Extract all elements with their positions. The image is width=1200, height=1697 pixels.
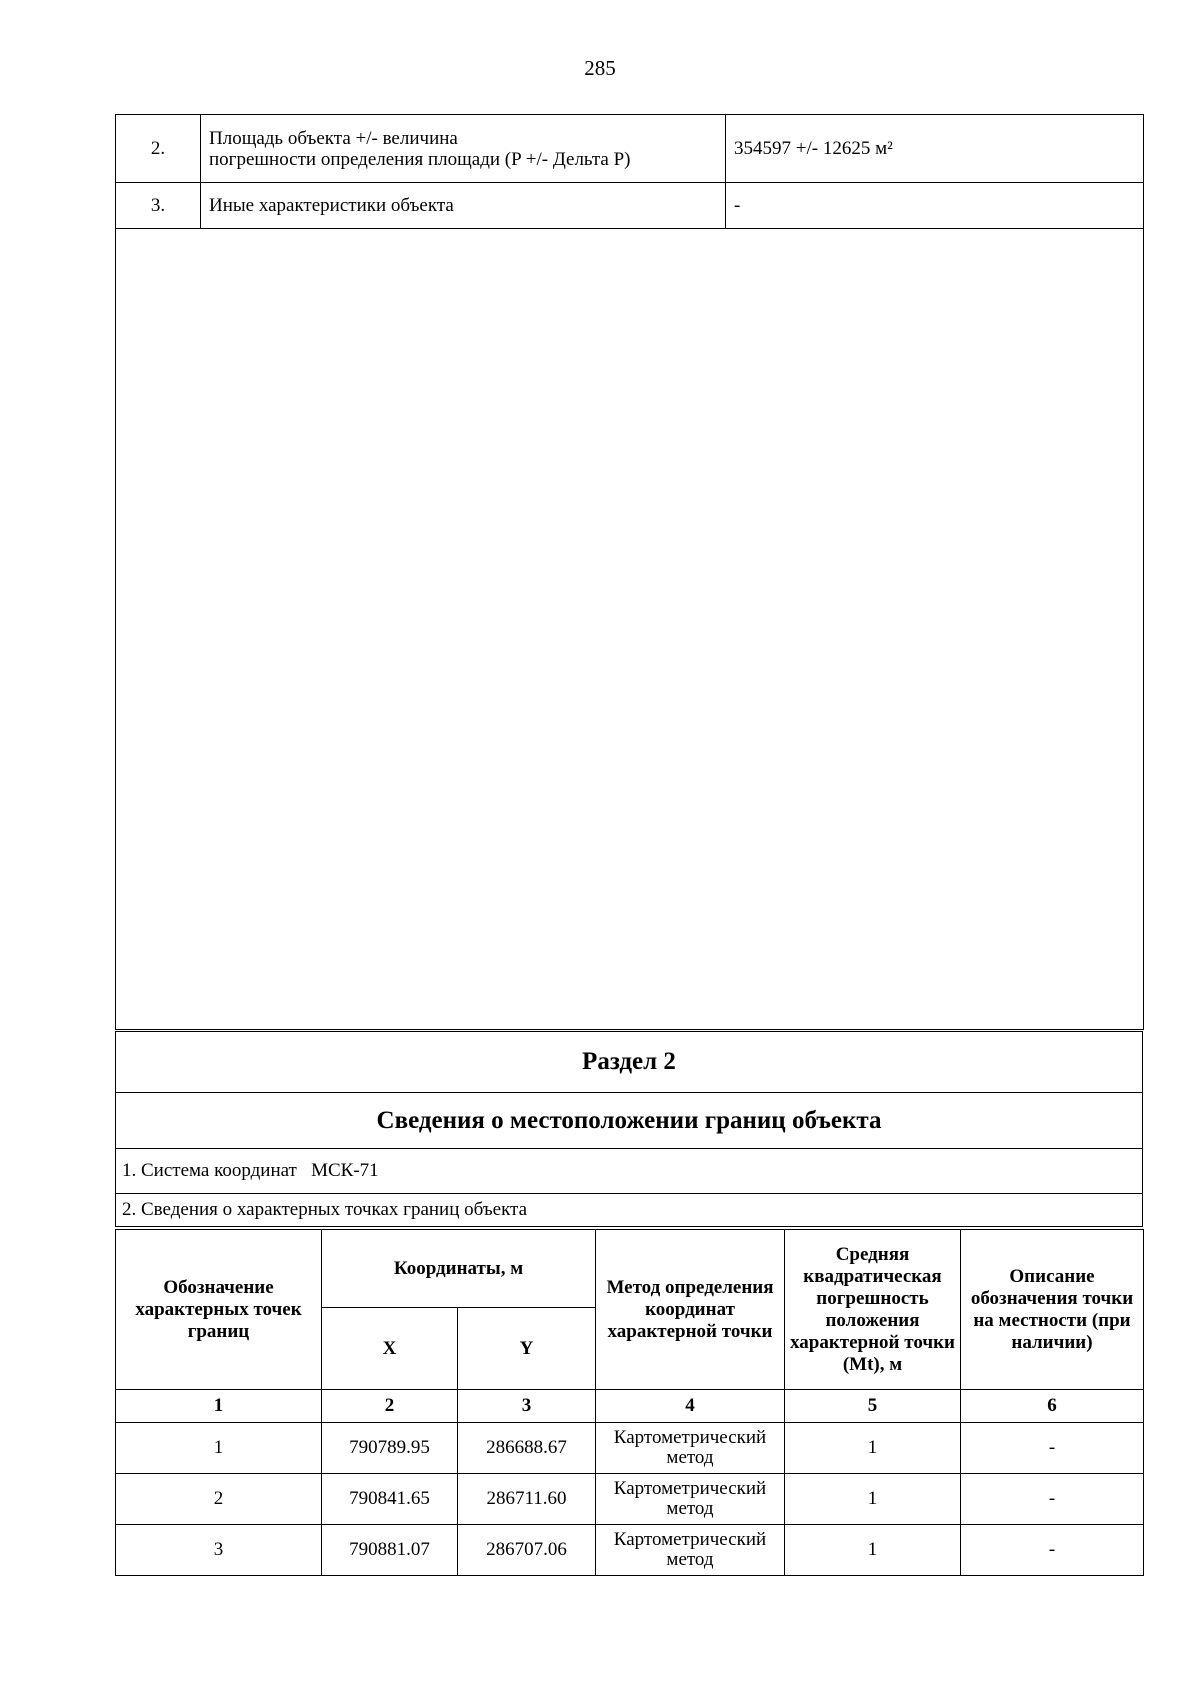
- point-id: 2: [116, 1474, 322, 1525]
- column-number: 1: [116, 1390, 322, 1423]
- point-method: Картометрический метод: [596, 1474, 785, 1525]
- point-description: -: [961, 1474, 1144, 1525]
- column-number: 3: [458, 1390, 596, 1423]
- column-number: 5: [785, 1390, 961, 1423]
- section-title: Раздел 2: [116, 1032, 1143, 1093]
- coordinate-system: [116, 1149, 1143, 1194]
- point-method: Картометрический метод: [596, 1525, 785, 1576]
- points-caption: 2. Сведения о характерных точках границ объекта: [116, 1194, 1143, 1227]
- table-row: [116, 183, 1144, 229]
- point-description: -: [961, 1525, 1144, 1576]
- point-error: 1: [785, 1423, 961, 1474]
- point-x: 790789.95: [322, 1423, 458, 1474]
- header-designation: Обозначение характерных точек границ: [116, 1230, 322, 1390]
- column-number: 2: [322, 1390, 458, 1423]
- row-description: Иные характеристики объекта: [201, 183, 726, 229]
- description-line: Площадь объекта +/- величина: [209, 127, 458, 149]
- row-value: -: [726, 183, 1144, 229]
- table-row: [116, 1525, 1144, 1576]
- page-number: 285: [584, 56, 616, 80]
- point-description: -: [961, 1423, 1144, 1474]
- coordinate-system-value: МСК-71: [311, 1160, 379, 1181]
- header-description: Описание обозначения точки на местности (при наличии): [961, 1230, 1144, 1390]
- map-area-row: [116, 229, 1144, 1030]
- characteristics-table: [115, 114, 1144, 1030]
- table-row: [116, 1423, 1144, 1474]
- section-header-table: [115, 1031, 1143, 1227]
- point-x: 790841.65: [322, 1474, 458, 1525]
- point-x: 790881.07: [322, 1525, 458, 1576]
- row-description: [201, 115, 726, 183]
- header-method: Метод определения координат характерной точки: [596, 1230, 785, 1390]
- table-row: [116, 115, 1144, 183]
- point-error: 1: [785, 1474, 961, 1525]
- row-value: 354597 +/- 12625 м²: [726, 115, 1144, 183]
- points-table: [115, 1229, 1144, 1576]
- point-id: 3: [116, 1525, 322, 1576]
- point-id: 1: [116, 1423, 322, 1474]
- point-error: 1: [785, 1525, 961, 1576]
- header-coordinates: Координаты, м: [322, 1230, 596, 1308]
- point-y: 286688.67: [458, 1423, 596, 1474]
- column-numbers-row: [116, 1390, 1144, 1423]
- coordinate-system-label: 1. Система координат: [122, 1160, 297, 1181]
- header-y: Y: [458, 1308, 596, 1390]
- column-number: 4: [596, 1390, 785, 1423]
- section-subtitle: Сведения о местоположении границ объекта: [116, 1093, 1143, 1149]
- description-line: погрешности определения площади (P +/- Дельта P): [209, 148, 631, 170]
- map-area: [116, 229, 1144, 1030]
- row-number: 3.: [116, 183, 201, 229]
- point-y: 286711.60: [458, 1474, 596, 1525]
- table-row: [116, 1474, 1144, 1525]
- point-method: Картометрический метод: [596, 1423, 785, 1474]
- header-x: X: [322, 1308, 458, 1390]
- column-number: 6: [961, 1390, 1144, 1423]
- row-number: 2.: [116, 115, 201, 183]
- point-y: 286707.06: [458, 1525, 596, 1576]
- header-error: Средняя квадратическая погрешность положения характерной точки (Mt), м: [785, 1230, 961, 1390]
